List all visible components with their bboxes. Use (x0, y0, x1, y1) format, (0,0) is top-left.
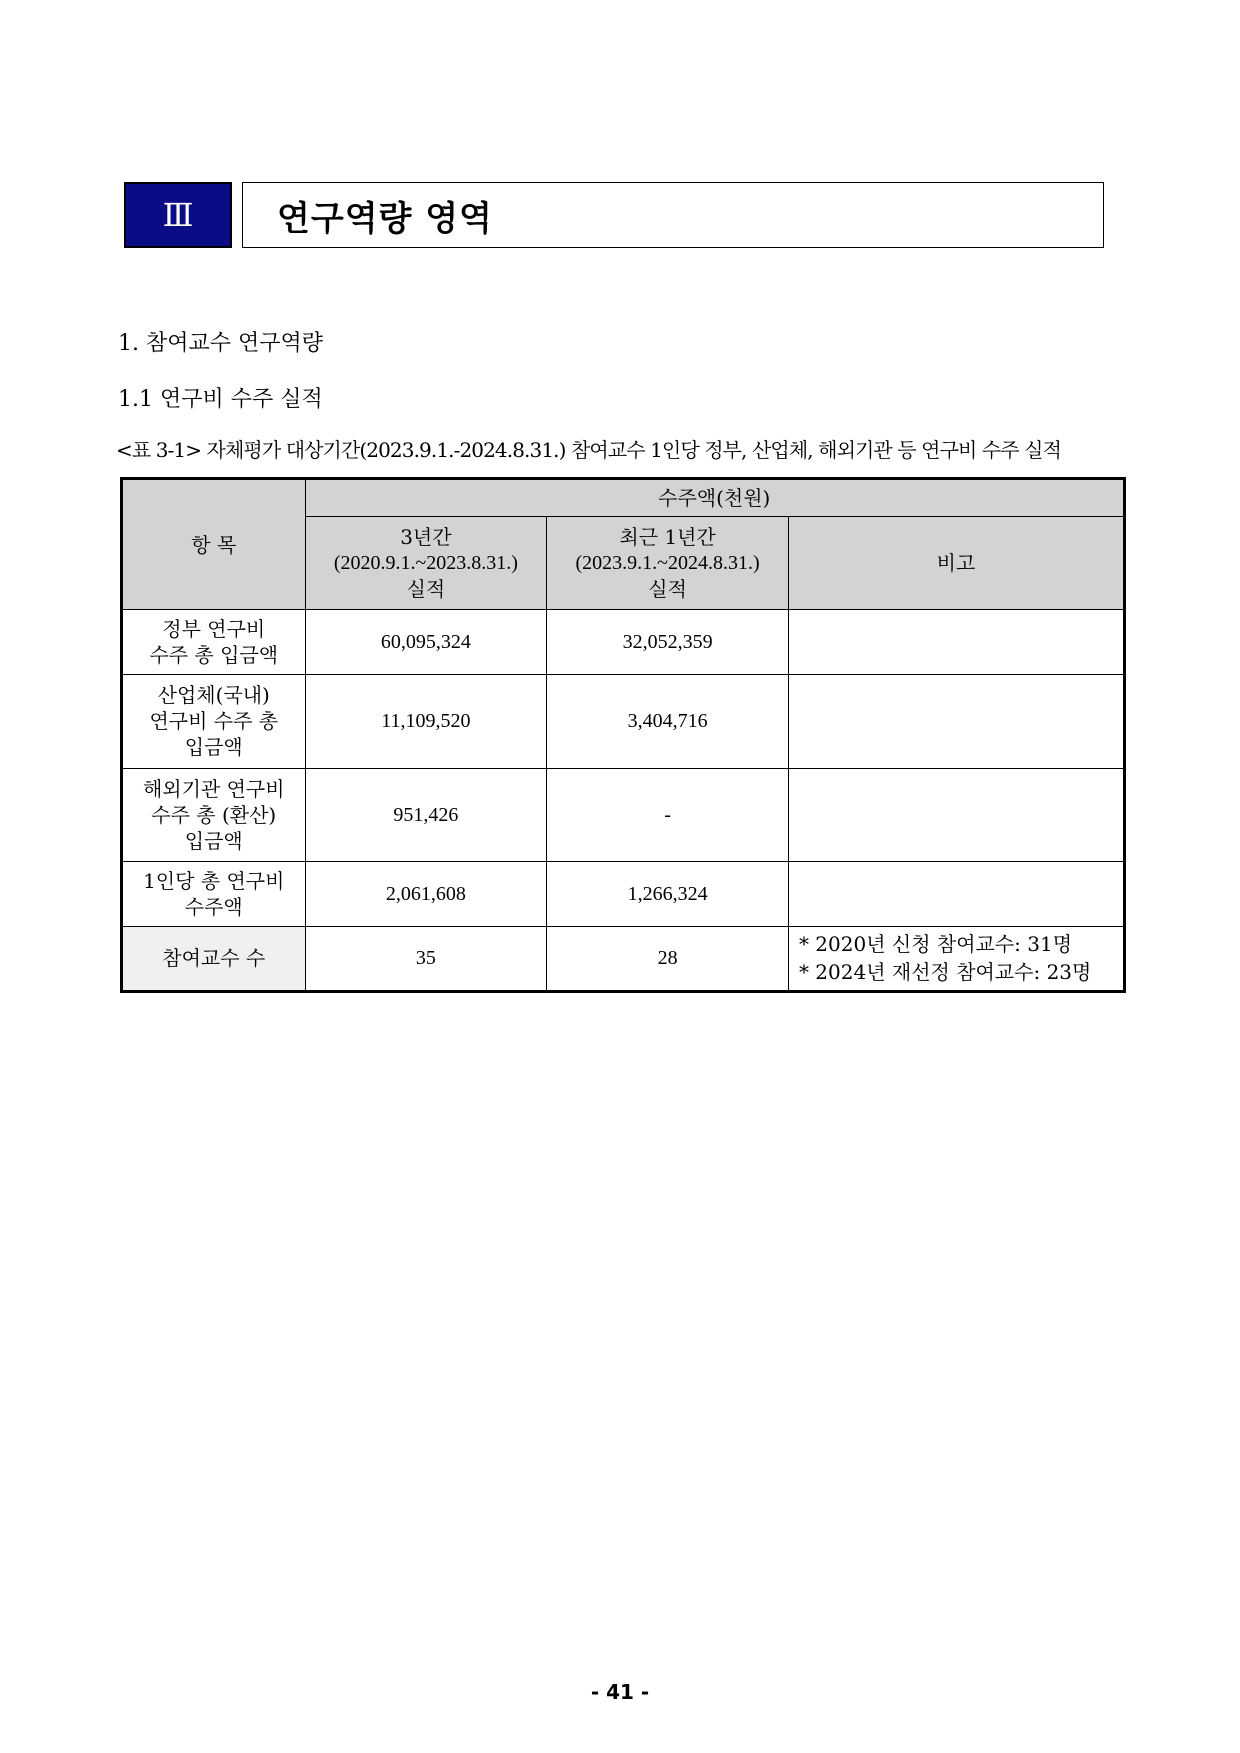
row-label: 1인당 총 연구비 수주액 (122, 861, 306, 926)
note-cell (788, 926, 1124, 991)
table-row (122, 926, 1125, 991)
subsection-heading: 1.1 연구비 수주 실적 (118, 387, 323, 412)
note-cell (788, 768, 1124, 861)
note-cell (788, 610, 1124, 675)
three-year-value: 60,095,324 (305, 610, 547, 675)
recent-year-value: 1,266,324 (547, 861, 789, 926)
chapter-number-box (124, 182, 232, 248)
table-caption: <표 3-1> 자체평가 대상기간(2023.9.1.-2024.8.31.) 참여교수 1인당 정부, 산업체, 해외기관 등 연구비 수주 실적 (116, 438, 1062, 462)
table-row (122, 861, 1125, 926)
chapter-title-box (242, 182, 1104, 248)
table-row (122, 675, 1125, 768)
header-item: 항 목 (122, 479, 306, 610)
note-line: * 2020년 신청 참여교수: 31명 (798, 932, 1073, 957)
note-cell (788, 675, 1124, 768)
research-funding-table (120, 477, 1126, 993)
three-year-value: 11,109,520 (305, 675, 547, 768)
header-three-year: 3년간 (2020.9.1.~2023.8.31.) 실적 (305, 517, 547, 610)
note-cell (788, 861, 1124, 926)
recent-year-value: 32,052,359 (547, 610, 789, 675)
table-row (122, 610, 1125, 675)
three-year-value: 951,426 (305, 768, 547, 861)
section-heading: 1. 참여교수 연구역량 (118, 331, 323, 356)
row-label: 참여교수 수 (122, 926, 306, 991)
page-number: - 41 - (590, 1680, 650, 1704)
chapter-header (124, 182, 1104, 248)
header-group: 수주액(천원) (305, 479, 1124, 517)
chapter-title: 연구역량 영역 (277, 198, 493, 239)
header-note: 비고 (788, 517, 1124, 610)
table-row (122, 768, 1125, 861)
recent-year-value: - (547, 768, 789, 861)
chapter-number: Ⅲ (162, 197, 194, 233)
row-label: 정부 연구비 수주 총 입금액 (122, 610, 306, 675)
note-line: * 2024년 재선정 참여교수: 23명 (798, 960, 1092, 985)
recent-year-value: 28 (547, 926, 789, 991)
row-label: 해외기관 연구비 수주 총 (환산) 입금액 (122, 768, 306, 861)
recent-year-value: 3,404,716 (547, 675, 789, 768)
row-label: 산업체(국내) 연구비 수주 총 입금액 (122, 675, 306, 768)
header-recent-year: 최근 1년간 (2023.9.1.~2024.8.31.) 실적 (547, 517, 789, 610)
three-year-value: 35 (305, 926, 547, 991)
three-year-value: 2,061,608 (305, 861, 547, 926)
